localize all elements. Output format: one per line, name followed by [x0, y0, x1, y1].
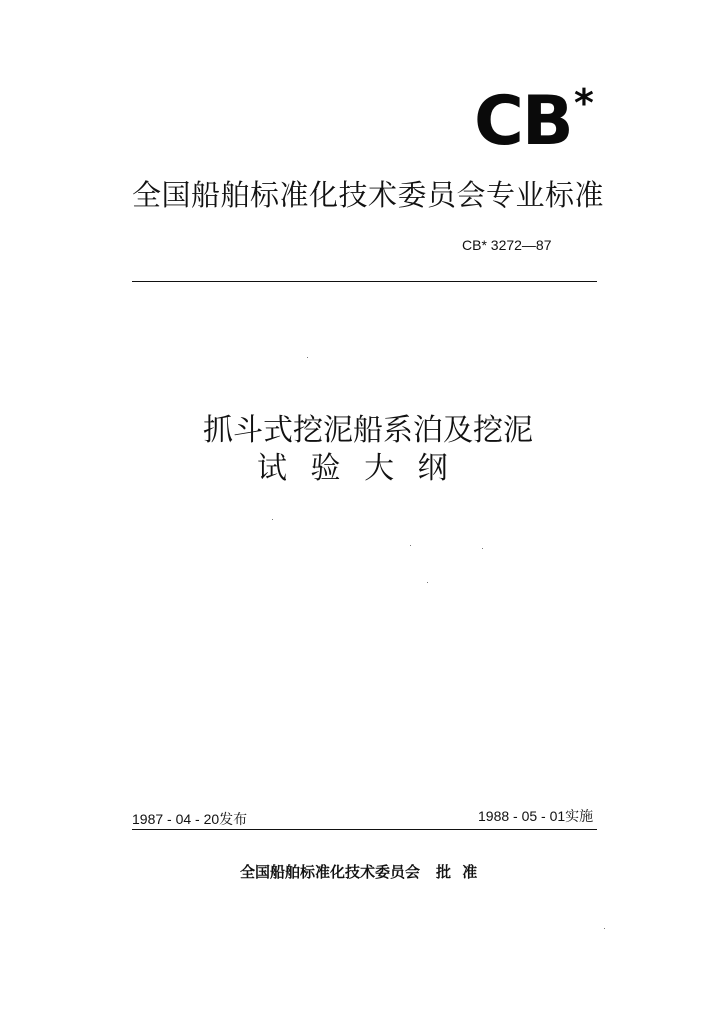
scan-speck [482, 548, 483, 549]
scan-speck [272, 519, 273, 520]
standard-series-title: 全国船舶标准化技术委员会专业标准 [132, 178, 605, 212]
document-title-line-1: 抓斗式挖泥船系泊及挖泥 [203, 413, 533, 448]
approval-line [240, 862, 477, 882]
approval-action: 批 准 [436, 863, 478, 881]
scan-speck [427, 582, 428, 583]
footer-divider [132, 829, 597, 830]
scan-speck [307, 357, 308, 358]
implementation-date: 1988 - 05 - 01实施 [478, 808, 594, 824]
scan-speck [604, 928, 605, 929]
logo-star: * [574, 81, 594, 125]
logo-letters: CB [474, 82, 572, 161]
scan-speck [410, 545, 411, 546]
approving-committee: 全国船舶标准化技术委员会 [240, 863, 421, 881]
issue-date: 1987 - 04 - 20发布 [132, 811, 248, 827]
header-divider [132, 281, 597, 282]
document-title-line-2: 试 验 大 纲 [257, 451, 448, 486]
standard-number: CB* 3272—87 [462, 237, 552, 253]
